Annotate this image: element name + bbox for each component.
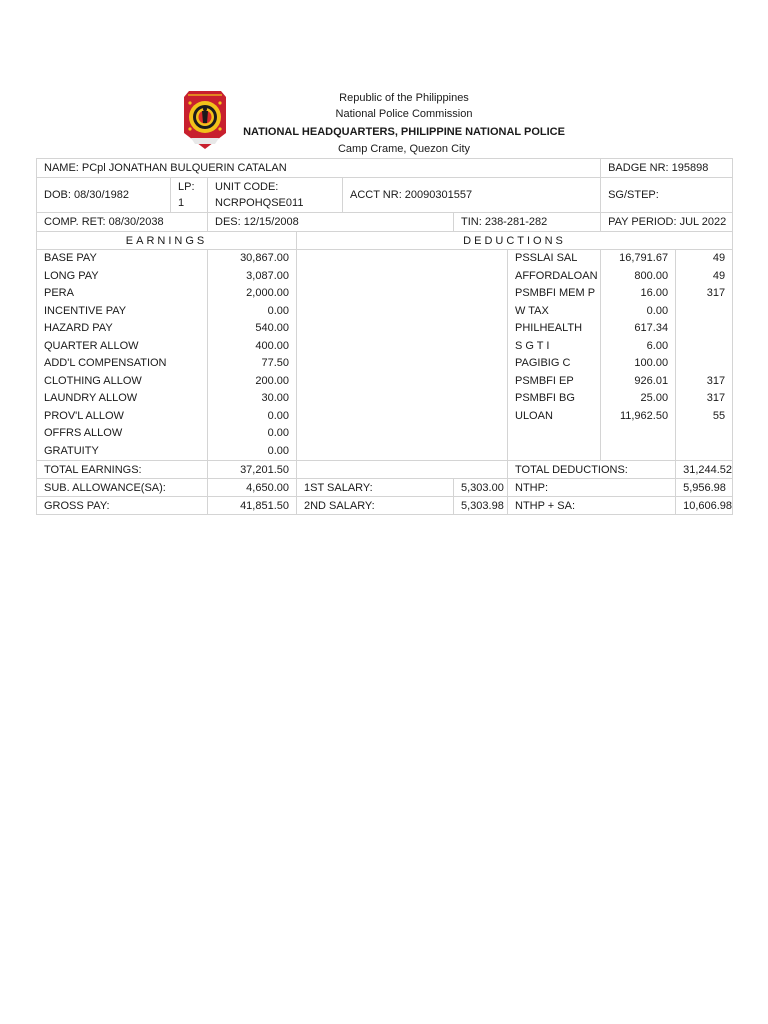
designation-date: DES: 12/15/2008: [208, 213, 454, 232]
earning-amount: 400.00: [255, 339, 289, 352]
total-earnings-label: TOTAL EARNINGS:: [37, 461, 208, 479]
deduction-label: W TAX: [515, 304, 549, 317]
earning-label: PERA: [44, 287, 74, 299]
deduction-label: AFFORDALOAN: [515, 269, 598, 282]
deduction-label: S G T I: [515, 339, 550, 352]
document-header: [0, 88, 768, 158]
earning-label: INCENTIVE PAY: [44, 304, 127, 317]
first-salary-value: 5,303.00: [454, 479, 508, 497]
nthp-sa-label: NTHP + SA:: [508, 497, 676, 515]
pay-period: PAY PERIOD: JUL 2022: [601, 213, 733, 232]
deduction-amount: 11,962.50: [619, 409, 669, 422]
earnings-labels: [37, 250, 208, 461]
deductions-codes: [676, 250, 733, 461]
salary-blank-column: [297, 250, 508, 461]
second-salary-value: 5,303.98: [454, 497, 508, 515]
deduction-label: PHILHEALTH: [515, 322, 583, 334]
nthp-value: 5,956.98: [676, 479, 733, 497]
deduction-label: PSSLAI SAL: [515, 252, 578, 264]
unit-code-label: UNIT CODE:: [215, 181, 279, 193]
deduction-amount: 16,791.67: [619, 252, 669, 264]
earnings-heading: EARNINGS: [37, 232, 297, 250]
nthp-label: NTHP:: [508, 479, 676, 497]
deduction-code: 317: [706, 392, 726, 404]
gross-pay-label: GROSS PAY:: [37, 497, 208, 515]
earning-amount: 0.00: [267, 444, 289, 457]
date-of-birth: DOB: 08/30/1982: [37, 178, 171, 213]
lp-value: 1: [178, 197, 185, 209]
deduction-code: 49: [712, 269, 726, 282]
earning-label: LONG PAY: [44, 269, 99, 282]
earning-amount: 30.00: [261, 392, 289, 404]
deduction-amount: 0.00: [646, 304, 669, 317]
first-salary-label: 1ST SALARY:: [297, 479, 454, 497]
earning-label: OFFRS ALLOW: [44, 427, 123, 439]
earning-amount: 200.00: [255, 374, 289, 387]
earning-amount: 0.00: [267, 427, 289, 439]
deduction-code: 317: [706, 374, 726, 387]
payslip: [36, 158, 732, 515]
earning-amount: 2,000.00: [246, 287, 289, 299]
earning-amount: 3,087.00: [246, 269, 289, 282]
earning-label: CLOTHING ALLOW: [44, 374, 142, 387]
total-row-blank: [297, 461, 508, 479]
deduction-amount: 800.00: [634, 269, 669, 282]
sub-allowance-label: SUB. ALLOWANCE(SA):: [37, 479, 208, 497]
deduction-label: PAGIBIG C: [515, 357, 571, 369]
earning-label: PROV'L ALLOW: [44, 409, 124, 422]
deduction-label: PSMBFI EP: [515, 374, 574, 387]
deduction-code: [683, 303, 725, 321]
unit-code-cell: [208, 178, 343, 213]
earning-amount: 0.00: [267, 409, 289, 422]
earning-label: QUARTER ALLOW: [44, 339, 139, 352]
lp-label: LP:: [178, 181, 195, 193]
deduction-label: PSMBFI MEM P: [515, 287, 596, 299]
deduction-label: PSMBFI BG: [515, 392, 575, 404]
earning-amount: 77.50: [261, 357, 289, 369]
header-commission: National Police Commission: [335, 108, 473, 120]
tin-number: TIN: 238-281-282: [454, 213, 601, 232]
payslip-table: [36, 158, 733, 515]
deductions-amounts: [601, 250, 676, 461]
deductions-heading: DEDUCTIONS: [297, 232, 733, 250]
account-number: ACCT NR: 20090301557: [343, 178, 601, 213]
earning-label: HAZARD PAY: [44, 322, 113, 334]
total-earnings-value: 37,201.50: [208, 461, 297, 479]
employee-name: NAME: PCpl JONATHAN BULQUERIN CATALAN: [37, 159, 601, 178]
deduction-code: 55: [712, 409, 726, 422]
deduction-code: 317: [706, 287, 726, 299]
second-salary-label: 2ND SALARY:: [297, 497, 454, 515]
total-deductions-value: 31,244.52: [676, 461, 733, 479]
deduction-amount: 25.00: [640, 392, 669, 404]
badge-number: BADGE NR: 195898: [601, 159, 733, 178]
compulsory-retirement: COMP. RET: 08/30/2038: [37, 213, 208, 232]
deduction-code: [683, 338, 725, 356]
total-deductions-label: TOTAL DEDUCTIONS:: [508, 461, 676, 479]
unit-code-value: NCRPOHQSE011: [215, 197, 304, 209]
earning-label: GRATUITY: [44, 444, 99, 457]
earning-amount: 0.00: [267, 304, 289, 317]
deduction-amount: 100.00: [634, 357, 669, 369]
deduction-code: [683, 320, 725, 338]
deduction-amount: 617.34: [634, 322, 669, 334]
deduction-amount: 16.00: [640, 287, 669, 299]
sub-allowance-value: 4,650.00: [208, 479, 297, 497]
earning-label: ADD'L COMPENSATION: [44, 357, 167, 369]
deduction-amount: 6.00: [646, 339, 669, 352]
header-country: Republic of the Philippines: [339, 92, 469, 104]
earning-label: BASE PAY: [44, 252, 97, 264]
earning-amount: 30,867.00: [240, 252, 289, 264]
deduction-amount: 926.01: [634, 374, 669, 387]
lp-cell: [171, 178, 208, 213]
salary-grade-step: SG/STEP:: [601, 178, 733, 213]
deduction-label: ULOAN: [515, 409, 553, 422]
header-location: Camp Crame, Quezon City: [337, 143, 471, 155]
gross-pay-value: 41,851.50: [208, 497, 297, 515]
header-office: NATIONAL HEADQUARTERS, PHILIPPINE NATIONAL POLICE: [243, 126, 565, 138]
nthp-sa-value: 10,606.98: [676, 497, 733, 515]
earnings-amounts: [208, 250, 297, 461]
deduction-code: 49: [712, 252, 726, 264]
deductions-labels: [508, 250, 601, 461]
deduction-code: [683, 355, 725, 373]
earning-amount: 540.00: [255, 322, 289, 334]
earning-label: LAUNDRY ALLOW: [44, 392, 138, 404]
